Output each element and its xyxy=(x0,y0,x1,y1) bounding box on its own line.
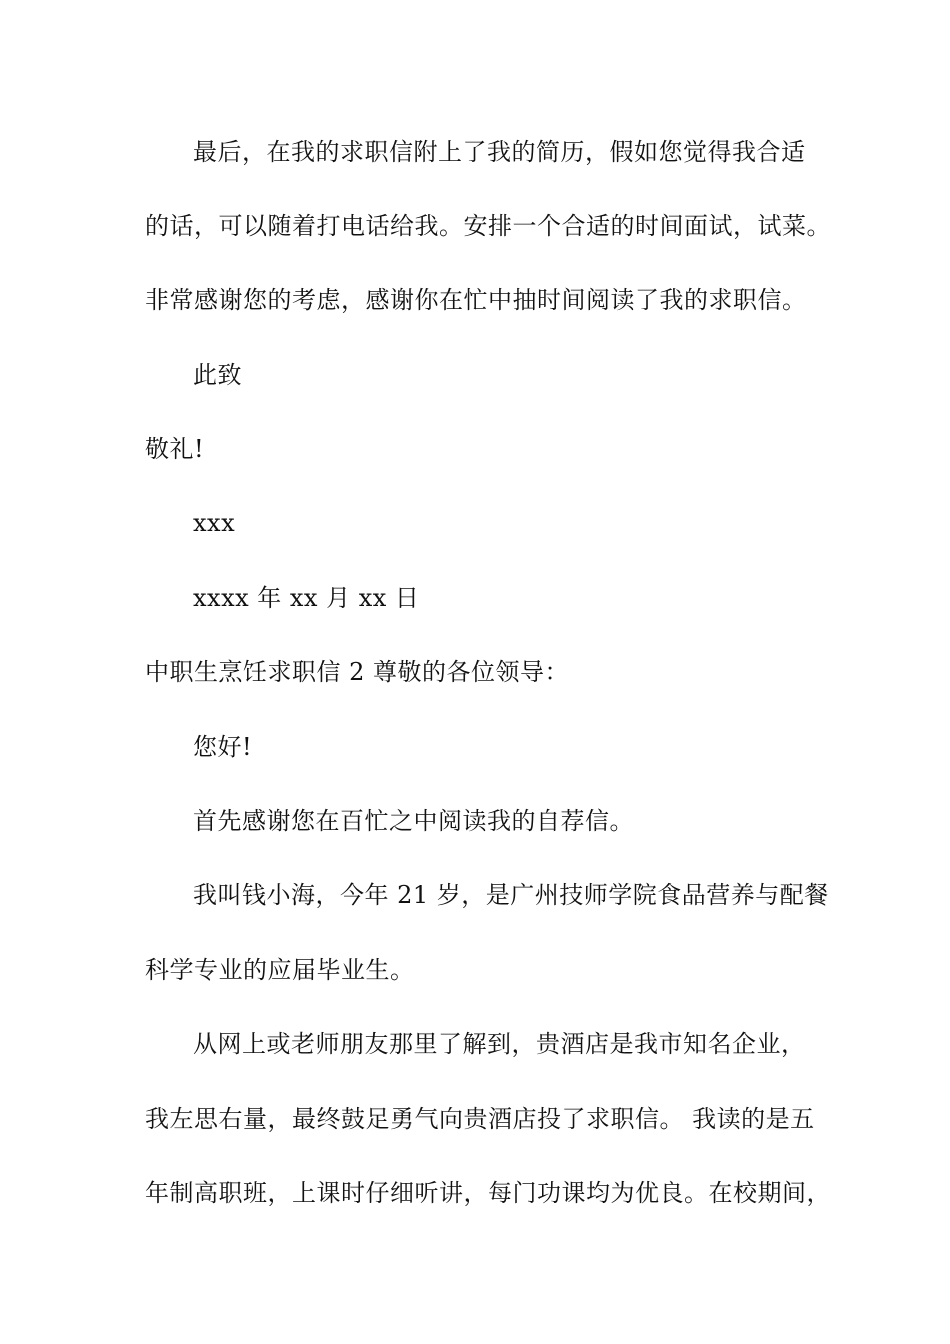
greeting: 您好! xyxy=(193,733,253,761)
paragraph-line: 我左思右量，最终鼓足勇气向贵酒店投了求职信。 我读的是五 xyxy=(145,1105,815,1133)
paragraph-line: 科学专业的应届毕业生。 xyxy=(145,956,415,984)
section-heading: 中职生烹饪求职信 2 尊敬的各位领导： xyxy=(145,658,570,686)
closing-regards: 敬礼! xyxy=(145,435,205,463)
signature-name: xxx xyxy=(193,509,236,537)
closing-salutation: 此致 xyxy=(193,361,242,389)
paragraph-line: 年制高职班，上课时仔细听讲，每门功课均为优良。在校期间， xyxy=(145,1179,831,1207)
paragraph-line: 的话，可以随着打电话给我。安排一个合适的时间面试，试菜。 xyxy=(145,212,831,240)
paragraph-line: 我叫钱小海，今年 21 岁，是广州技师学院食品营养与配餐 xyxy=(193,881,829,909)
paragraph-line: 首先感谢您在百忙之中阅读我的自荐信。 xyxy=(193,807,634,835)
paragraph-line: 最后，在我的求职信附上了我的简历，假如您觉得我合适 xyxy=(193,138,806,166)
signature-date: xxxx 年 xx 月 xx 日 xyxy=(193,584,420,612)
paragraph-line: 从网上或老师朋友那里了解到，贵酒店是我市知名企业， xyxy=(193,1030,806,1058)
paragraph-line: 非常感谢您的考虑，感谢你在忙中抽时间阅读了我的求职信。 xyxy=(145,286,807,314)
